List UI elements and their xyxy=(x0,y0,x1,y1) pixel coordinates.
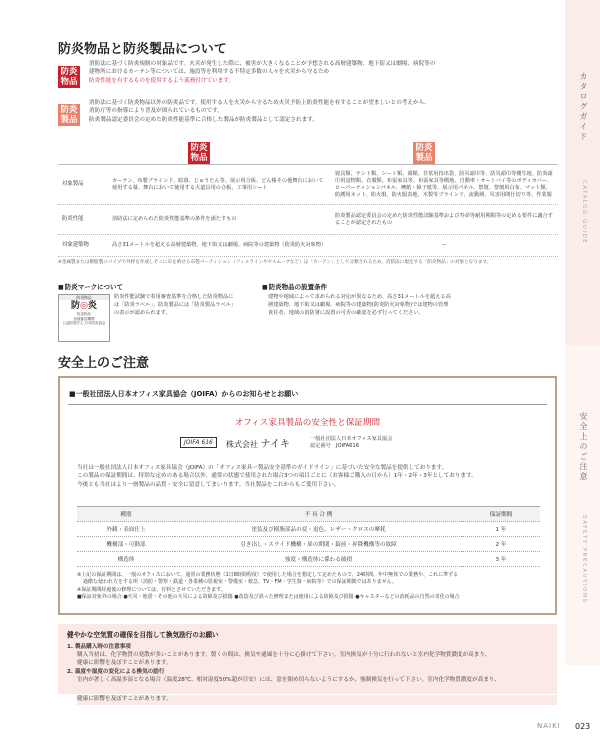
joifa-member-info: 一般社団法人日本オフィス家具協会 認定番号 JOIFA616 xyxy=(310,436,393,449)
warranty-table-header: 種別 不 具 合 例 保証期間 xyxy=(77,507,540,522)
quality-title: オフィス家具製品の安全性と保証期間 xyxy=(234,418,381,428)
sidebar-safety-label[interactable]: 安全上のご注意 xyxy=(579,412,588,482)
badge-fireproof-item: 防炎 物品 xyxy=(58,66,80,88)
fire-mark-caption: 防炎物品 登録確認機関 公益財団法人 日本防炎協会 xyxy=(62,312,106,325)
table-row xyxy=(58,205,558,235)
fireproof-table xyxy=(58,140,558,266)
warranty-notes: ※上記の保証期間は、一般のオフィスにおいて、通常の業務状態（1日8時間程度）で使用した場合を想定して定めたもので、24時間、年中無休での業務や、これに準ずる 過酷な使われ方をする所（消防・警察・鉄道・各業種の監視室・警備室・救急、TV・FM・学生寮・病院等）での保証期間ではありません。 ※保証期間経過後の修理については、有料とさせていただきます。 ■保証対象外の場合 ●火災・地震・その他の天災による故障及び損傷 ●改造及び誤った修理または使用による故障及び損傷 ●キャスターなどの消耗品の自然の劣化の場合 xyxy=(77,572,460,601)
company-name: 株式会社 ナイキ xyxy=(226,439,290,450)
table-row: 構造体 強度・構造体に係わる破損 3 年 xyxy=(77,552,540,567)
joifa-heading: ■一般社団法人日本オフィス家具協会（JOIFA）からのお知らせとお願い xyxy=(69,390,299,398)
fireproof-title: 防炎物品と防炎製品について xyxy=(58,42,227,57)
joifa-notice-box xyxy=(58,376,557,615)
ventilation-title: 健やかな空気質の確保を目指して換気励行のお願い xyxy=(67,631,219,639)
warranty-table xyxy=(77,506,540,567)
sidebar-safety-en: SAFETY PRECAUTIONS xyxy=(581,515,587,604)
sidebar-catalog-guide-en: CATALOG GUIDE xyxy=(581,180,587,245)
joifa-body-text: 当社は一般社団法人日本オフィス家具協会（JOIFA）の「オフィス家具ー製品安全基準のガイドライン」に基づいた安全な製品を提供しております。 この製品の保証期間は、特別な定めのある場合以外、通常の状態で使用された場合3つの項目ごとに（お客様ご購入の日から）1年・2年・3年としております。 今後とも当社はより一層製品の品質・安全に留意してまいります。当社製品をこれからもご愛用下さい。 xyxy=(77,465,477,488)
row-item-cell: 消防法に定められた防炎性能基準の条件を満たすもの xyxy=(108,205,331,235)
row-label: 対象製品 xyxy=(58,165,108,205)
table-row xyxy=(58,165,558,205)
table-row xyxy=(58,235,558,257)
fireproof-table-note: ※金属製または樹脂製のパイプで外枠を作成しそこに布を被せる布製パーティション（フィルラインやセルムーブなど）は「カーテン」として分類されるため、消防法に規定する「防炎物品」の対象となります。 xyxy=(58,260,492,265)
sidebar-safety-panel xyxy=(565,345,600,665)
placement-title: ■ 防炎物品の設置条件 xyxy=(262,282,327,291)
row-product-cell: 寝具類、テント類、シート類、幕類、非常用持出袋、防災頭巾等、防災頭巾等側生地、防炎頭巾用詰物類、衣服類、布張家具等、布張家具等側地、自動車・オートバイ等のボディカバー、ローパーティションパネル、襖紙・障子紙等、展示用パネル、祭壇、祭壇用白布、マット類、防護用ネット、防火服、防火服表地、木製等ブラインド、流動層、災害用間仕切り等、作業服 xyxy=(331,165,558,205)
row-item-cell: カーテン、布製ブラインド、暗幕、じゅうたん等、展示用合板、どん帳その他舞台において使用する幕、舞台において使用する大道具用の合板、工事用シート xyxy=(108,165,331,205)
ventilation-body: 1. 製品購入時の注意事項 購入当初は、化学物質の発散が多いことがあります。製くの間は、換気や通風を十分に心掛けて下さい。室内換気が十分に行われないと室内化学物質濃度が高まり、 健康に影響を及ぼすことがあります。 2. 温度や湿度の変化による換気の励行 室内が著しく高温多湿となる場合（温度28℃、相対湿度50%超が目安）には、窓を閉め切らないようにするか、強制換気を行って下さい。室内化学物質濃度が高まり、 xyxy=(67,644,500,683)
ventilation-last-line: 健康に影響を及ぼすことがあります。 xyxy=(77,695,557,705)
badge-fireproof-product: 防炎 製品 xyxy=(58,104,80,126)
fire-mark-text: 防炎性能試験で着用審査基準を合格した防炎物品には「防炎ラベル」、防炎製品には「防炎製品ラベル」の表示が認められます。 xyxy=(114,294,236,316)
fire-mark-title: ■ 防炎マークについて xyxy=(58,282,123,291)
ventilation-box xyxy=(58,624,557,694)
placement-text: 建物や地域によって求められる対応が異なるため、高さ31メートルを超える高層建築物、地下街又は劇場、病院等の建築物(防炎防火対象物)では建物の管理責任者、地域の消防署に設置の可否の確認を必ず行ってください。 xyxy=(268,294,451,316)
table-row: 外観・表面仕上 塗装及び樹脂部品の変・退色、レザー・クロスの摩耗 1 年 xyxy=(77,522,540,537)
page-number: 023 xyxy=(575,722,591,731)
sidebar-bottom-panel xyxy=(565,665,600,743)
fire-mark-label-image: 防炎物品 防◎炎 防炎物品 登録確認機関 公益財団法人 日本防炎協会 xyxy=(58,294,110,342)
fireproof-item-text: 消防法に基づく防炎規制の対象品です。火災が発生した際に、被害が大きくなることが予想される高層建築物、地下街又は劇場、病院等の 建物所におけるカーテン等については、施設等を利用する不特定多数の人々を火災から守るため 防炎性能を有するものを使用するよう義務付けています。 xyxy=(89,61,436,84)
sidebar-catalog-guide-label[interactable]: カタログガイド xyxy=(579,72,588,142)
row-label: 防炎性能 xyxy=(58,205,108,235)
safety-title: 安全上のご注意 xyxy=(58,356,150,371)
row-product-cell: ー xyxy=(331,235,558,257)
footer-brand: NAIKI xyxy=(537,722,561,730)
table-head-item: 防炎 物品 xyxy=(188,142,210,164)
table-row: 機構部・可動部 引き出し・スライド機構・扉の開閉・錠前・昇降機構等の故障 2 年 xyxy=(77,537,540,552)
fireproof-product-text: 消防法に基づく防炎物品以外の防炎品です。使用する人を火災から守るため火災予防上防炎性能を有することが望ましいとの考えから、 消防庁等の指導により普及が図られているものです。 防炎製品認定委員会の定めた防炎性能基準に合格した製品が防炎製品として認定されます。 xyxy=(89,100,430,123)
row-label: 対象建築物 xyxy=(58,235,108,257)
joifa-logo: JOIFA 616 xyxy=(180,437,217,448)
row-product-cell: 防炎製品認定委員会の定めた防炎性能試験基準および寿命等耐用期間等の定める要件に適合することが認定されたもの xyxy=(331,205,558,235)
sidebar-catalog-guide-panel xyxy=(565,0,600,345)
table-head-product: 防炎 製品 xyxy=(413,142,435,164)
row-item-cell: 高さ31メートルを超える高層建築物、地下街又は劇場、病院等の建築物（防炎防火対象物） xyxy=(108,235,331,257)
